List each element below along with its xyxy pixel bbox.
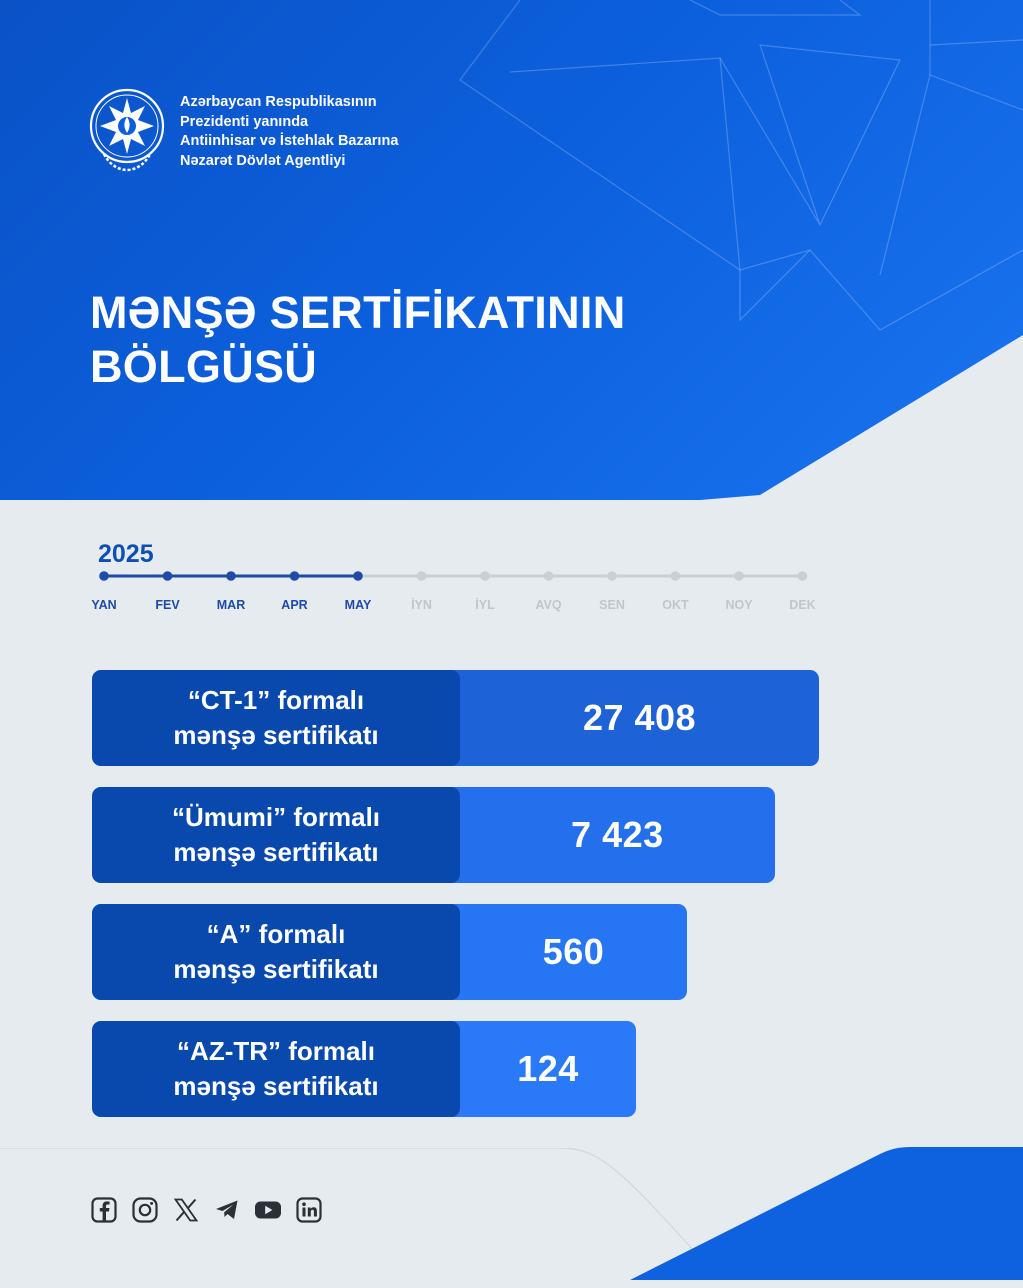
organization-name-line: Azərbaycan Respublikasının	[180, 94, 377, 110]
timeline-month-label: İYL	[475, 598, 495, 612]
timeline-month-label: DEK	[789, 598, 816, 612]
timeline-month-label: MAR	[216, 598, 246, 612]
youtube-icon[interactable]	[254, 1196, 282, 1224]
timeline-dot	[544, 571, 554, 581]
certificate-label-line: mənşə sertifikatı	[173, 1071, 379, 1101]
month-timeline	[90, 540, 830, 620]
certificate-bar	[92, 670, 819, 766]
organization-name-line: Nəzarət Dövlət Agentliyi	[180, 152, 346, 169]
timeline-dot	[417, 571, 427, 581]
timeline-month-label: FEV	[155, 598, 180, 612]
certificate-bar-label	[92, 787, 460, 883]
page-title	[90, 286, 626, 394]
timeline-year: 2025	[98, 540, 154, 568]
certificate-label-line: mənşə sertifikatı	[173, 837, 379, 867]
timeline-month-label: OKT	[662, 598, 689, 612]
certificate-bar	[92, 1021, 636, 1117]
timeline-dot	[290, 571, 300, 581]
certificate-label-line: “A” formalı	[206, 919, 346, 949]
hero-banner	[0, 0, 1023, 500]
timeline-track	[90, 570, 830, 582]
telegram-icon[interactable]	[213, 1196, 241, 1224]
timeline-dot	[353, 571, 363, 581]
linkedin-icon[interactable]	[295, 1196, 323, 1224]
certificate-bar-value: 560	[542, 931, 605, 972]
timeline-month-label: NOY	[725, 598, 753, 612]
certificate-bar-value: 27 408	[582, 697, 697, 738]
timeline-month-label: YAN	[91, 598, 117, 612]
organization-name-line: Antiinhisar və İstehlak Bazarına	[180, 133, 399, 149]
timeline-month-label: AVQ	[535, 598, 562, 612]
timeline-month-label: SEN	[599, 598, 625, 612]
certificate-label-line: “Ümumi” formalı	[171, 802, 381, 832]
timeline-months	[90, 598, 830, 614]
state-emblem-icon	[88, 86, 166, 178]
certificate-label-line: mənşə sertifikatı	[173, 720, 379, 750]
x-icon[interactable]	[172, 1196, 200, 1224]
timeline-month-label: APR	[281, 598, 308, 612]
page-title-line: MƏNŞƏ SERTİFİKATININ	[90, 287, 626, 338]
timeline-dot	[163, 571, 173, 581]
timeline-dot	[607, 571, 617, 581]
timeline-dot	[480, 571, 490, 581]
social-links	[90, 1196, 336, 1224]
timeline-dot	[734, 571, 744, 581]
hero-decoration	[0, 0, 1023, 500]
organization-name-line: Prezidenti yanında	[180, 113, 309, 130]
certificate-bar-label	[92, 1021, 460, 1117]
certificate-bar	[92, 787, 775, 883]
certificate-bar	[92, 904, 687, 1000]
organization-name	[180, 93, 398, 171]
certificate-bar-label	[92, 670, 460, 766]
page-title-line: BÖLGÜSÜ	[90, 341, 318, 392]
facebook-icon[interactable]	[90, 1196, 118, 1224]
timeline-month-label: MAY	[344, 598, 372, 612]
certificate-label-line: “AZ-TR” formalı	[177, 1036, 375, 1066]
timeline-dot	[226, 571, 236, 581]
timeline-dot	[99, 571, 109, 581]
certificate-label-line: “CT-1” formalı	[187, 685, 365, 715]
timeline-month-label: İYN	[411, 598, 432, 612]
instagram-icon[interactable]	[131, 1196, 159, 1224]
certificate-bar-value: 7 423	[571, 814, 664, 855]
timeline-dot	[671, 571, 681, 581]
timeline-dot	[798, 571, 808, 581]
organization-header	[88, 86, 398, 178]
certificate-bar-label	[92, 904, 460, 1000]
certificate-bar-value: 124	[517, 1048, 579, 1089]
certificate-label-line: mənşə sertifikatı	[173, 954, 379, 984]
